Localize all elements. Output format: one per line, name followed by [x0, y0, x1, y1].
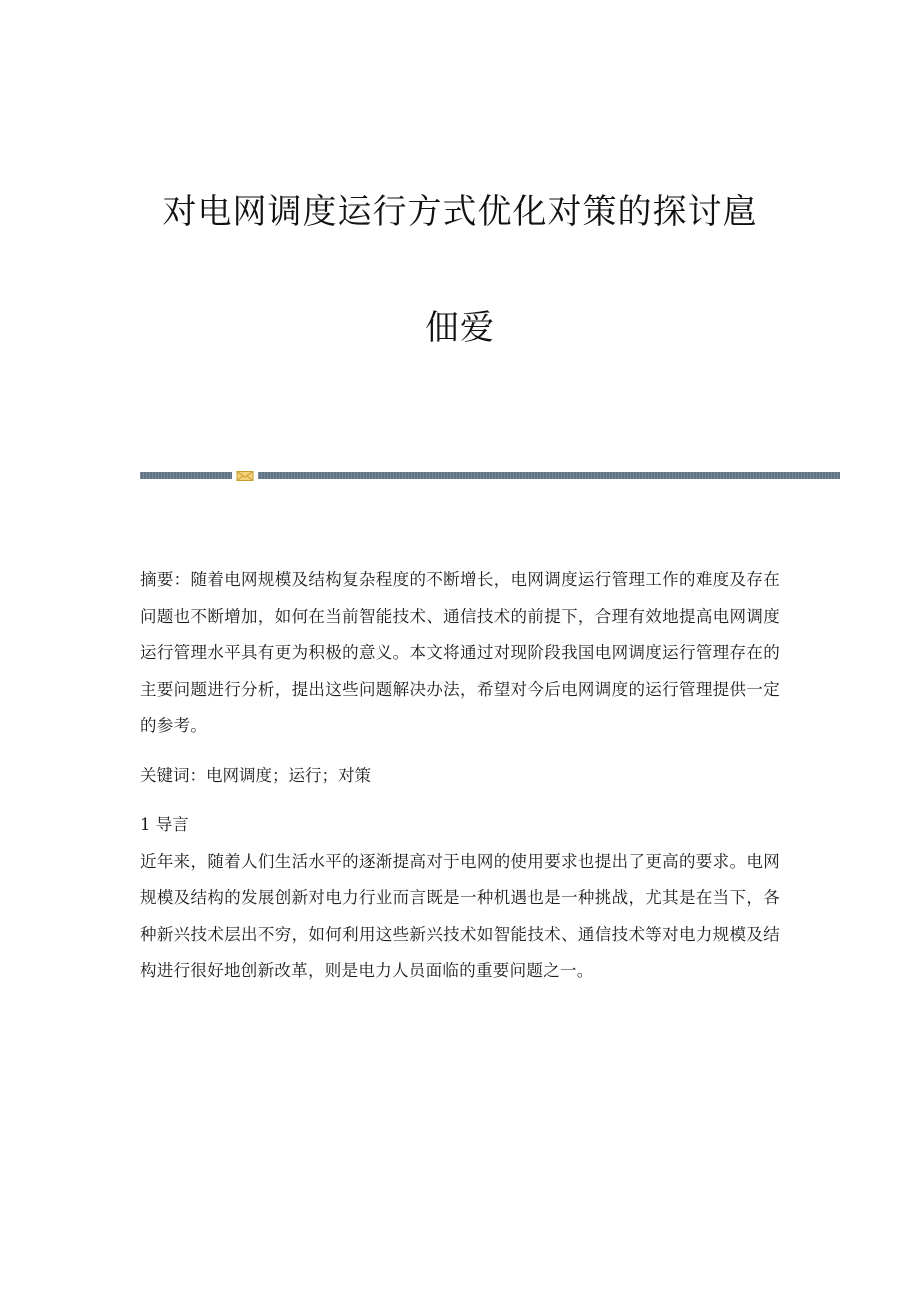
- abstract-paragraph: 摘要：随着电网规模及结构复杂程度的不断增长，电网调度运行管理工作的难度及存在问题也不断增加，如何在当前智能技术、通信技术的前提下，合理有效地提高电网调度运行管理水平具有更为积极的意义。本文将通过对现阶段我国电网调度运行管理存在的主要问题进行分析，提出这些问题解决办法，希望对今后电网调度的运行管理提供一定的参考。: [140, 570, 780, 735]
- document-body: [140, 562, 780, 990]
- divider-bar-right: [258, 472, 840, 479]
- section-heading: 1 导言: [140, 815, 189, 834]
- title-line-1: 对电网调度运行方式优化对策的探讨扈: [162, 192, 758, 232]
- keywords-line: 关键词：电网调度；运行；对策: [140, 765, 371, 785]
- title-line-2: 佃爱: [425, 308, 495, 348]
- document-title: [0, 180, 920, 348]
- envelope-ornament-icon: [236, 470, 254, 482]
- intro-paragraph: 近年来，随着人们生活水平的逐渐提高对于电网的使用要求也提出了更高的要求。电网规模及结构的发展创新对电力行业而言既是一种机遇也是一种挑战，尤其是在当下，各种新兴技术层出不穷，如何利用这些新兴技术如智能技术、通信技术等对电力规模及结构进行很好地创新改革，则是电力人员面临的重要问题之一。: [140, 851, 780, 980]
- title-divider: [140, 470, 840, 482]
- divider-bar-left: [140, 472, 232, 479]
